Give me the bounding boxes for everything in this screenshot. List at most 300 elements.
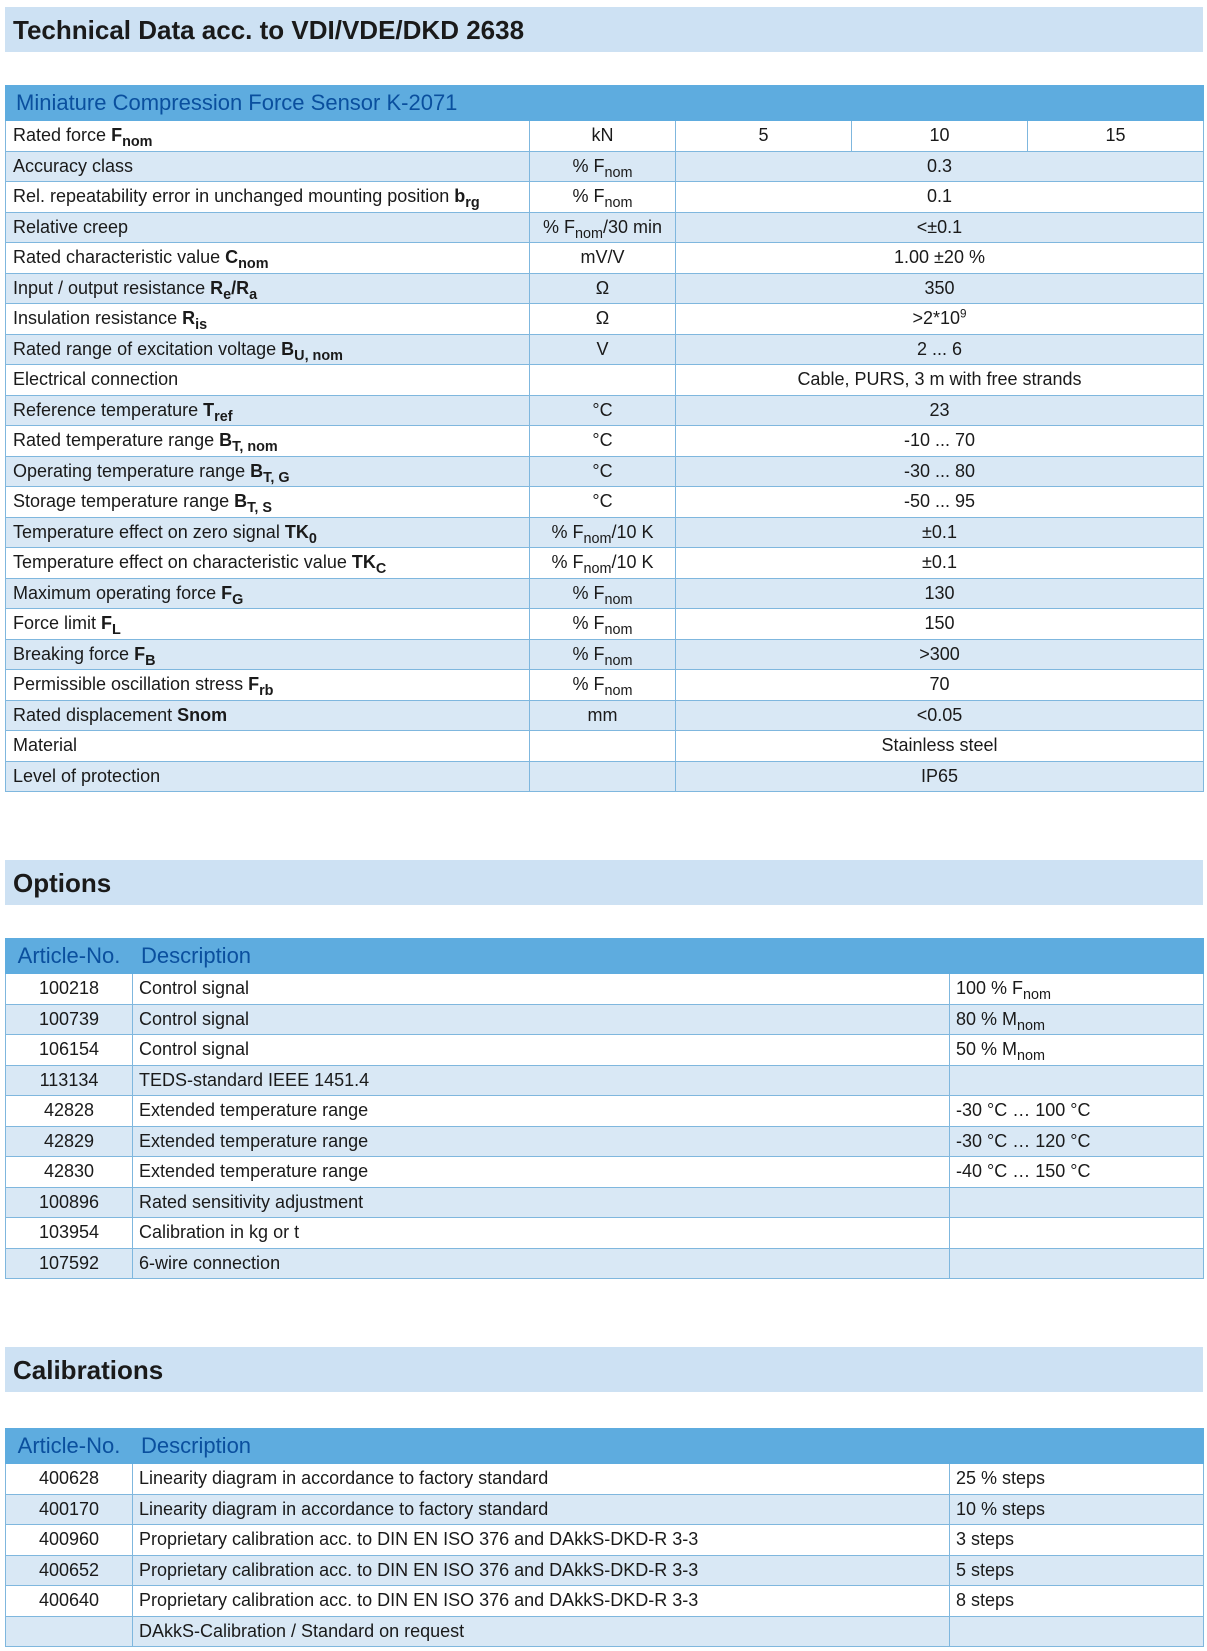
value-text: 23 bbox=[929, 399, 950, 420]
table-row bbox=[6, 1065, 1204, 1096]
detail bbox=[950, 1096, 1204, 1127]
detail-sub: nom bbox=[1023, 987, 1052, 1004]
table-row bbox=[6, 426, 1204, 457]
param-label bbox=[6, 456, 530, 487]
unit-text: % F bbox=[542, 216, 575, 237]
unit-sub: nom bbox=[574, 225, 603, 242]
description: Proprietary calibration acc. to DIN EN ISO 376 and DAkkS-DKD-R 3-3 bbox=[133, 1525, 950, 1556]
unit-sub: nom bbox=[604, 164, 633, 181]
value-text: Cable, PURS, 3 m with free strands bbox=[797, 369, 1082, 390]
table-row bbox=[6, 639, 1204, 670]
symbol-sub: C bbox=[375, 561, 387, 578]
param-label bbox=[6, 761, 530, 792]
unit-text: % F bbox=[572, 186, 605, 207]
table-row bbox=[6, 1248, 1204, 1279]
detail-text: -40 °C … 150 °C bbox=[956, 1161, 1091, 1182]
table-row bbox=[6, 1157, 1204, 1188]
symbol-sub: ref bbox=[214, 408, 233, 425]
table-row bbox=[6, 212, 1204, 243]
param-symbol bbox=[203, 399, 233, 425]
param-value bbox=[676, 700, 1204, 731]
symbol-main: Snom bbox=[177, 704, 228, 725]
param-value bbox=[676, 395, 1204, 426]
table-row bbox=[6, 1096, 1204, 1127]
table-row bbox=[6, 243, 1204, 274]
unit-text: °C bbox=[592, 491, 613, 512]
symbol-sub: a bbox=[249, 286, 258, 303]
description: 6-wire connection bbox=[133, 1248, 950, 1279]
description: Calibration in kg or t bbox=[133, 1218, 950, 1249]
param-value bbox=[676, 487, 1204, 518]
param-label bbox=[6, 395, 530, 426]
rated-force-value: 15 bbox=[1028, 121, 1204, 152]
param-text: Temperature effect on zero signal bbox=[13, 521, 285, 542]
param-label bbox=[6, 487, 530, 518]
param-text: Maximum operating force bbox=[13, 582, 222, 603]
detail bbox=[950, 1035, 1204, 1066]
technical-data-table bbox=[5, 85, 1204, 792]
table-row bbox=[6, 334, 1204, 365]
symbol-main: F bbox=[248, 674, 260, 695]
unit-sub: nom bbox=[583, 561, 612, 578]
param-unit bbox=[530, 395, 676, 426]
param-unit: kN bbox=[530, 121, 676, 152]
value-text: 350 bbox=[924, 277, 955, 298]
param-value bbox=[676, 639, 1204, 670]
detail bbox=[950, 1004, 1204, 1035]
param-symbol bbox=[284, 521, 317, 547]
param-label bbox=[6, 182, 530, 213]
symbol-main: b bbox=[454, 186, 466, 207]
description: Proprietary calibration acc. to DIN EN ISO 376 and DAkkS-DKD-R 3-3 bbox=[133, 1586, 950, 1617]
param-unit bbox=[530, 578, 676, 609]
table-row bbox=[6, 548, 1204, 579]
detail bbox=[950, 1616, 1204, 1647]
param-unit bbox=[530, 761, 676, 792]
param-label bbox=[6, 548, 530, 579]
unit-sub: nom bbox=[604, 683, 633, 700]
unit-text: % F bbox=[551, 552, 584, 573]
param-value bbox=[676, 426, 1204, 457]
unit-text: % F bbox=[572, 582, 605, 603]
article-number: 400960 bbox=[6, 1525, 133, 1556]
detail-sub: nom bbox=[1017, 1048, 1046, 1065]
unit-text: °C bbox=[592, 430, 613, 451]
unit-text: % F bbox=[572, 155, 605, 176]
detail-text: 80 % M bbox=[956, 1008, 1018, 1029]
symbol-sub: T, S bbox=[247, 500, 272, 517]
value-text: -50 ... 95 bbox=[903, 491, 976, 512]
value-text: -10 ... 70 bbox=[903, 430, 976, 451]
symbol-sub: 0 bbox=[308, 530, 317, 547]
param-value bbox=[676, 456, 1204, 487]
options-title: Options bbox=[13, 868, 112, 898]
detail bbox=[950, 1187, 1204, 1218]
param-label bbox=[6, 639, 530, 670]
value-text: 0.1 bbox=[926, 186, 953, 207]
description: Linearity diagram in accordance to factory standard bbox=[133, 1464, 950, 1495]
table-row bbox=[6, 1586, 1204, 1617]
param-unit bbox=[530, 212, 676, 243]
param-symbol bbox=[134, 643, 156, 669]
param-symbol bbox=[101, 613, 121, 639]
unit-text: °C bbox=[592, 399, 613, 420]
article-number: 400640 bbox=[6, 1586, 133, 1617]
detail-text: 25 % steps bbox=[956, 1468, 1046, 1489]
symbol-sub: T, G bbox=[263, 469, 290, 486]
options-header-row bbox=[6, 939, 1204, 974]
article-number: 106154 bbox=[6, 1035, 133, 1066]
detail bbox=[950, 1586, 1204, 1617]
param-text: Input / output resistance bbox=[13, 277, 211, 298]
value-text: >2*10 bbox=[912, 308, 961, 329]
article-number: 400628 bbox=[6, 1464, 133, 1495]
param-text: Rated temperature range bbox=[13, 430, 220, 451]
table-row bbox=[6, 273, 1204, 304]
param-text: Level of protection bbox=[13, 765, 161, 786]
article-number: 42829 bbox=[6, 1126, 133, 1157]
table-row bbox=[6, 578, 1204, 609]
param-value bbox=[676, 670, 1204, 701]
param-text: Rel. repeatability error in unchanged mounting position bbox=[13, 186, 455, 207]
param-symbol bbox=[225, 247, 269, 273]
value-text: 2 ... 6 bbox=[916, 338, 963, 359]
value-text: 130 bbox=[924, 582, 955, 603]
param-text: Relative creep bbox=[13, 216, 129, 237]
table-row bbox=[6, 1494, 1204, 1525]
detail bbox=[950, 974, 1204, 1005]
param-text: Accuracy class bbox=[13, 155, 134, 176]
value-text: 1.00 ±20 % bbox=[894, 247, 985, 268]
article-number: 100218 bbox=[6, 974, 133, 1005]
param-unit bbox=[530, 243, 676, 274]
symbol-sub: U, nom bbox=[294, 347, 343, 364]
param-symbol bbox=[250, 460, 290, 486]
unit-text: % F bbox=[572, 643, 605, 664]
unit-text: Ω bbox=[595, 308, 610, 329]
unit-suffix: /10 K bbox=[611, 521, 654, 542]
unit-text: % F bbox=[551, 521, 584, 542]
param-value bbox=[676, 731, 1204, 762]
detail-text: 8 steps bbox=[956, 1590, 1015, 1611]
symbol-sub: e bbox=[223, 286, 232, 303]
param-value bbox=[676, 548, 1204, 579]
sensor-caption: Miniature Compression Force Sensor K-2071 bbox=[6, 86, 1204, 121]
param-text: Temperature effect on characteristic value bbox=[13, 552, 352, 573]
param-symbol bbox=[210, 277, 258, 303]
unit-text: °C bbox=[592, 460, 613, 481]
detail-sub: nom bbox=[1017, 1017, 1046, 1034]
detail-text: -30 °C … 120 °C bbox=[956, 1130, 1091, 1151]
article-number: 107592 bbox=[6, 1248, 133, 1279]
detail bbox=[950, 1248, 1204, 1279]
article-number: 42828 bbox=[6, 1096, 133, 1127]
article-number: 400170 bbox=[6, 1494, 133, 1525]
value-text: ±0.1 bbox=[922, 521, 957, 542]
param-symbol bbox=[281, 338, 343, 364]
param-symbol bbox=[219, 430, 278, 456]
param-value bbox=[676, 609, 1204, 640]
table-row bbox=[6, 517, 1204, 548]
detail bbox=[950, 1065, 1204, 1096]
description: Control signal bbox=[133, 974, 950, 1005]
param-unit bbox=[530, 670, 676, 701]
table-row bbox=[6, 456, 1204, 487]
symbol-main: B bbox=[281, 338, 295, 359]
param-unit bbox=[530, 456, 676, 487]
unit-text: % F bbox=[572, 674, 605, 695]
detail bbox=[950, 1555, 1204, 1586]
param-label bbox=[6, 609, 530, 640]
param-value bbox=[676, 151, 1204, 182]
detail-text: 100 % F bbox=[956, 978, 1024, 999]
technical-data-header bbox=[5, 7, 1203, 52]
symbol-main: T bbox=[203, 399, 215, 420]
param-text: Insulation resistance bbox=[13, 308, 183, 329]
detail bbox=[950, 1126, 1204, 1157]
article-number: 100739 bbox=[6, 1004, 133, 1035]
article-number bbox=[6, 1616, 133, 1647]
article-number: 400652 bbox=[6, 1555, 133, 1586]
param-symbol bbox=[182, 308, 208, 334]
table-row bbox=[6, 670, 1204, 701]
detail-text: 3 steps bbox=[956, 1529, 1015, 1550]
symbol-sub: G bbox=[232, 591, 244, 608]
table-row bbox=[6, 1464, 1204, 1495]
column-header-article: Article-No. bbox=[6, 1429, 133, 1464]
param-text: Rated characteristic value bbox=[13, 247, 226, 268]
description: Extended temperature range bbox=[133, 1096, 950, 1127]
detail bbox=[950, 1464, 1204, 1495]
param-unit bbox=[530, 548, 676, 579]
detail bbox=[950, 1525, 1204, 1556]
table-row bbox=[6, 1555, 1204, 1586]
table-caption-row bbox=[6, 86, 1204, 121]
calibrations-header-row bbox=[6, 1429, 1204, 1464]
param-symbol bbox=[248, 674, 274, 700]
param-value bbox=[676, 243, 1204, 274]
symbol-sub: rb bbox=[259, 683, 274, 700]
symbol-main: TK bbox=[284, 521, 309, 542]
value-text: ±0.1 bbox=[922, 552, 957, 573]
param-label bbox=[6, 151, 530, 182]
param-text: Force limit bbox=[13, 613, 102, 634]
param-text: Rated range of excitation voltage bbox=[13, 338, 282, 359]
value-text: >300 bbox=[919, 643, 960, 664]
rated-force-value: 10 bbox=[852, 121, 1028, 152]
param-unit bbox=[530, 273, 676, 304]
symbol-sub: nom bbox=[238, 256, 269, 273]
detail-text: 10 % steps bbox=[956, 1498, 1046, 1519]
options-header bbox=[5, 860, 1203, 905]
param-label bbox=[6, 578, 530, 609]
description: Proprietary calibration acc. to DIN EN ISO 376 and DAkkS-DKD-R 3-3 bbox=[133, 1555, 950, 1586]
unit-suffix: /30 min bbox=[602, 216, 663, 237]
symbol-main: R bbox=[210, 277, 224, 298]
table-row bbox=[6, 1187, 1204, 1218]
description: DAkkS-Calibration / Standard on request bbox=[133, 1616, 950, 1647]
param-text: Breaking force bbox=[13, 643, 135, 664]
article-number: 42830 bbox=[6, 1157, 133, 1188]
symbol-sub: T, nom bbox=[232, 439, 278, 456]
symbol-sub: is bbox=[195, 317, 208, 334]
param-symbol bbox=[177, 705, 227, 725]
unit-text: V bbox=[596, 338, 609, 359]
param-text: Rated displacement bbox=[13, 704, 178, 725]
param-label bbox=[6, 334, 530, 365]
value-text: 0.3 bbox=[926, 155, 953, 176]
symbol-main: R bbox=[182, 308, 196, 329]
unit-text: mm bbox=[587, 704, 618, 725]
param-label bbox=[6, 243, 530, 274]
param-value bbox=[676, 334, 1204, 365]
param-unit bbox=[530, 182, 676, 213]
param-unit bbox=[530, 151, 676, 182]
param-label bbox=[6, 731, 530, 762]
table-row bbox=[6, 1525, 1204, 1556]
description: TEDS-standard IEEE 1451.4 bbox=[133, 1065, 950, 1096]
column-header-article: Article-No. bbox=[6, 939, 133, 974]
param-label bbox=[6, 273, 530, 304]
table-row bbox=[6, 1035, 1204, 1066]
param-value bbox=[676, 304, 1204, 335]
param-unit bbox=[530, 517, 676, 548]
description: Control signal bbox=[133, 1035, 950, 1066]
table-row bbox=[6, 487, 1204, 518]
table-row bbox=[6, 700, 1204, 731]
table-row bbox=[6, 1616, 1204, 1647]
value-sup: 9 bbox=[960, 307, 967, 321]
param-unit bbox=[530, 365, 676, 396]
symbol-main: F bbox=[221, 582, 233, 603]
article-number: 113134 bbox=[6, 1065, 133, 1096]
table-row bbox=[6, 609, 1204, 640]
table-row bbox=[6, 974, 1204, 1005]
unit-text: Ω bbox=[595, 277, 610, 298]
table-row bbox=[6, 304, 1204, 335]
unit-text: % F bbox=[572, 613, 605, 634]
unit-suffix: /10 K bbox=[611, 552, 654, 573]
description: Control signal bbox=[133, 1004, 950, 1035]
description: Extended temperature range bbox=[133, 1126, 950, 1157]
technical-data-title: Technical Data acc. to VDI/VDE/DKD 2638 bbox=[13, 15, 525, 45]
param-text: Permissible oscillation stress bbox=[13, 674, 249, 695]
symbol-main: B bbox=[250, 460, 264, 481]
symbol-main: C bbox=[225, 247, 239, 268]
symbol-sub: L bbox=[112, 622, 121, 639]
table-row bbox=[6, 1004, 1204, 1035]
param-value bbox=[676, 761, 1204, 792]
param-label bbox=[6, 517, 530, 548]
table-row bbox=[6, 395, 1204, 426]
param-unit bbox=[530, 334, 676, 365]
param-label bbox=[6, 212, 530, 243]
param-unit bbox=[530, 609, 676, 640]
param-symbol bbox=[454, 186, 480, 212]
detail bbox=[950, 1494, 1204, 1525]
value-text: <0.05 bbox=[916, 704, 963, 725]
description: Linearity diagram in accordance to factory standard bbox=[133, 1494, 950, 1525]
value-text: Stainless steel bbox=[881, 735, 998, 756]
table-row bbox=[6, 731, 1204, 762]
param-unit bbox=[530, 639, 676, 670]
param-unit bbox=[530, 731, 676, 762]
detail-text: 50 % M bbox=[956, 1039, 1018, 1060]
column-header-description: Description bbox=[133, 1429, 1204, 1464]
value-text: -30 ... 80 bbox=[903, 460, 976, 481]
symbol-sub: rg bbox=[465, 195, 480, 212]
param-unit bbox=[530, 304, 676, 335]
value-text: 70 bbox=[929, 674, 950, 695]
param-unit bbox=[530, 700, 676, 731]
param-text: Material bbox=[13, 735, 78, 756]
param-label bbox=[6, 700, 530, 731]
description: Extended temperature range bbox=[133, 1157, 950, 1188]
param-value bbox=[676, 273, 1204, 304]
param-label bbox=[6, 426, 530, 457]
value-text: IP65 bbox=[920, 765, 959, 786]
table-row bbox=[6, 182, 1204, 213]
table-row bbox=[6, 1126, 1204, 1157]
param-text: Electrical connection bbox=[13, 369, 179, 390]
param-label: Rated force $F_{nom}$ bbox=[6, 121, 530, 152]
table-row bbox=[6, 761, 1204, 792]
param-unit bbox=[530, 426, 676, 457]
param-unit bbox=[530, 487, 676, 518]
param-text: Operating temperature range bbox=[13, 460, 251, 481]
symbol-main: F bbox=[134, 643, 146, 664]
symbol-main: B bbox=[234, 491, 248, 512]
param-value bbox=[676, 578, 1204, 609]
detail-text: 5 steps bbox=[956, 1559, 1015, 1580]
table-row bbox=[6, 151, 1204, 182]
symbol-main: F bbox=[101, 613, 113, 634]
unit-text: mV/V bbox=[580, 247, 625, 268]
unit-sub: nom bbox=[604, 195, 633, 212]
unit-sub: nom bbox=[604, 652, 633, 669]
param-label bbox=[6, 365, 530, 396]
symbol-sub: B bbox=[145, 652, 156, 669]
detail-text: -30 °C … 100 °C bbox=[956, 1100, 1091, 1121]
article-number: 103954 bbox=[6, 1218, 133, 1249]
rated-force-value: 5 bbox=[676, 121, 852, 152]
symbol-main: /R bbox=[231, 277, 250, 298]
calibrations-table bbox=[5, 1428, 1204, 1647]
unit-sub: nom bbox=[604, 622, 633, 639]
unit-sub: nom bbox=[604, 591, 633, 608]
param-text: Reference temperature bbox=[13, 399, 204, 420]
description: Rated sensitivity adjustment bbox=[133, 1187, 950, 1218]
symbol-main: B bbox=[219, 430, 233, 451]
table-row bbox=[6, 1218, 1204, 1249]
article-number: 100896 bbox=[6, 1187, 133, 1218]
value-text: 150 bbox=[924, 613, 955, 634]
calibrations-title: Calibrations bbox=[13, 1355, 164, 1385]
param-text: Storage temperature range bbox=[13, 491, 235, 512]
param-value bbox=[676, 365, 1204, 396]
unit-sub: nom bbox=[583, 530, 612, 547]
param-value bbox=[676, 212, 1204, 243]
param-value bbox=[676, 517, 1204, 548]
column-header-description: Description bbox=[133, 939, 1204, 974]
param-value bbox=[676, 182, 1204, 213]
param-label bbox=[6, 304, 530, 335]
table-row-rated-force bbox=[6, 121, 1204, 152]
calibrations-header bbox=[5, 1347, 1203, 1392]
detail bbox=[950, 1218, 1204, 1249]
param-symbol bbox=[234, 491, 272, 517]
param-symbol bbox=[351, 552, 387, 578]
